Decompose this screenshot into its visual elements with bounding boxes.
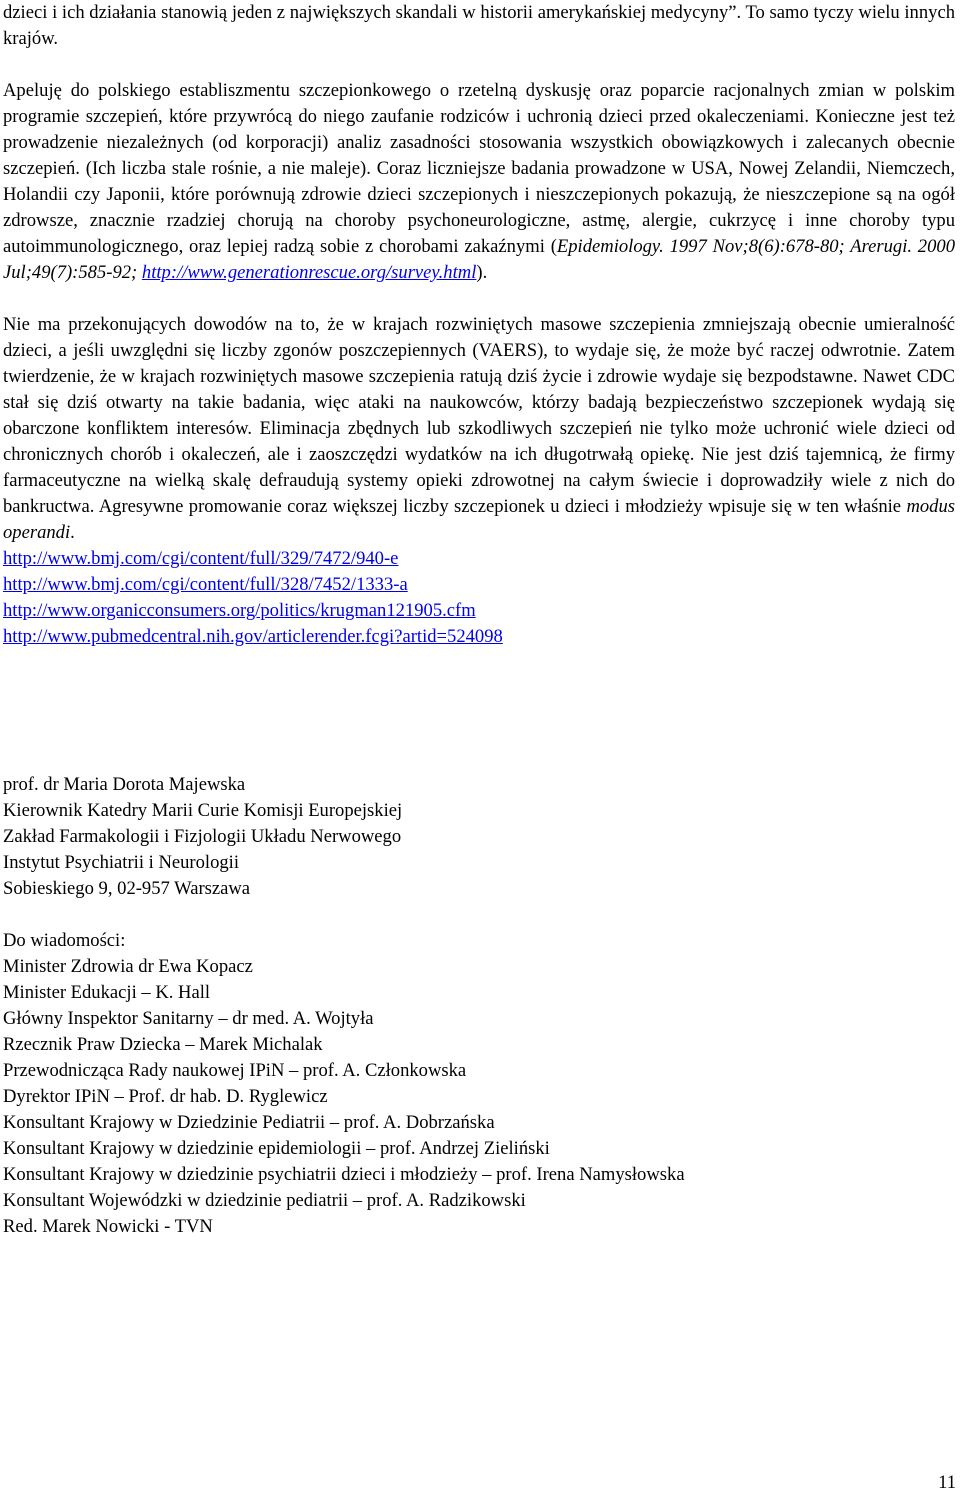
bmj-link-2[interactable]: http://www.bmj.com/cgi/content/full/328/7452/1333-a [3, 574, 408, 595]
cc-item: Konsultant Wojewódzki w dziedzinie pediatrii – prof. A. Radzikowski [3, 1190, 526, 1211]
document-page [3, 0, 955, 650]
appeal-paragraph [3, 78, 955, 286]
signature-name: prof. dr Maria Dorota Majewska [3, 774, 246, 795]
modus-operandi-italic: modus operandi [3, 496, 955, 543]
cc-item: Minister Edukacji – K. Hall [3, 982, 211, 1003]
signature-block [3, 772, 402, 902]
cc-heading: Do wiadomości: [3, 930, 126, 951]
signature-line: Kierownik Katedry Marii Curie Komisji Europejskiej [3, 800, 403, 821]
signature-line: Zakład Farmakologii i Fizjologii Układu Nerwowego [3, 826, 402, 847]
cc-item: Red. Marek Nowicki - TVN [3, 1216, 213, 1237]
cc-item: Przewodnicząca Rady naukowej IPiN – prof. A. Członkowska [3, 1060, 467, 1081]
reference-links [3, 546, 955, 650]
signature-address: Sobieskiego 9, 02-957 Warszawa [3, 878, 251, 899]
signature-line: Instytut Psychiatrii i Neurologii [3, 852, 240, 873]
cc-item: Minister Zdrowia dr Ewa Kopacz [3, 956, 253, 977]
generationrescue-link[interactable]: http://www.generationrescue.org/survey.html [141, 262, 477, 283]
cc-item: Główny Inspektor Sanitarny – dr med. A. Wojtyła [3, 1008, 374, 1029]
appeal-end: ). [476, 262, 488, 283]
pubmedcentral-link[interactable]: http://www.pubmedcentral.nih.gov/articlerender.fcgi?artid=524098 [3, 626, 503, 647]
page-number: 11 [938, 1472, 956, 1493]
cc-item: Rzecznik Praw Dziecka – Marek Michalak [3, 1034, 323, 1055]
cc-item: Konsultant Krajowy w dziedzinie epidemiologii – prof. Andrzej Zieliński [3, 1138, 550, 1159]
references-italic: Epidemiology. 1997 Nov;8(6):678-80; Arerugi. 2000 Jul;49(7):585-92; [3, 236, 955, 283]
evidence-paragraph [3, 312, 955, 546]
evidence-text: Nie ma przekonujących dowodów na to, że w krajach rozwiniętych masowe szczepienia zmniejszają obecnie umieralność dzieci, a jeśli uwzględni się liczby zgonów poszczepiennych (VAERS), to wydaje się, że może być raczej odwrotnie. Zatem twierdzenie, że w krajach rozwiniętych masowe szczepienia ratują dziś życie i zdrowie wydaje się bezpodstawne. Nawet CDC stał się dziś otwarty na takie badania, więc ataki na naukowców, którzy badają bezpieczeństwo szczepionek wydają się obarczone konfliktem interesów. Eliminacja zbędnych lub szkodliwych szczepień nie tylko może uchronić wiele dzieci od chronicznych chorób i okaleczeń, ale i zaoszczędzi wydatków na ich długotrwałą opiekę. Nie jest dziś tajemnicą, że firmy farmaceutyczne na wielką skalę defraudują systemy opieki zdrowotnej na całym świecie i doprowadziły wiele z nich do bankructwa. Agresywne promowanie coraz większej liczby szczepionek u dzieci i młodzieży wpisuje się w ten właśnie [3, 314, 955, 517]
evidence-end: . [70, 522, 75, 543]
cc-item: Konsultant Krajowy w Dziedzinie Pediatrii – prof. A. Dobrzańska [3, 1112, 495, 1133]
cc-item: Konsultant Krajowy w dziedzinie psychiatrii dzieci i młodzieży – prof. Irena Namysłowska [3, 1164, 685, 1185]
organicconsumers-link[interactable]: http://www.organicconsumers.org/politics/krugman121905.cfm [3, 600, 476, 621]
cc-list [3, 928, 685, 1240]
appeal-text: Apeluję do polskiego establiszmentu szczepionkowego o rzetelną dyskusję oraz poparcie racjonalnych zmian w polskim programie szczepień, które przywrócą do niego zaufanie rodziców i uchronią dzieci przed okaleczeniami. Konieczne jest też prowadzenie niezależnych (od korporacji) analiz zasadności stosowania wszystkich obowiązkowych i zalecanych obecnie szczepień. (Ich liczba stale rośnie, a nie maleje). Coraz liczniejsze badania prowadzone w USA, Nowej Zelandii, Niemczech, Holandii czy Japonii, które porównują zdrowie dzieci szczepionych i nieszczepionych pokazują, że nieszczepione są na ogół zdrowsze, znacznie rzadziej chorują na choroby psychoneurologiczne, astmę, alergie, cukrzycę i inne choroby typu autoimmunologicznego, oraz lepiej radzą sobie z chorobami zakaźnymi ( [3, 80, 955, 257]
bmj-link-1[interactable]: http://www.bmj.com/cgi/content/full/329/7472/940-e [3, 548, 399, 569]
continued-paragraph: dzieci i ich działania stanowią jeden z największych skandali w historii amerykańskiej medycyny”. To samo tyczy wielu innych krajów. [3, 2, 955, 49]
cc-item: Dyrektor IPiN – Prof. dr hab. D. Ryglewicz [3, 1086, 328, 1107]
